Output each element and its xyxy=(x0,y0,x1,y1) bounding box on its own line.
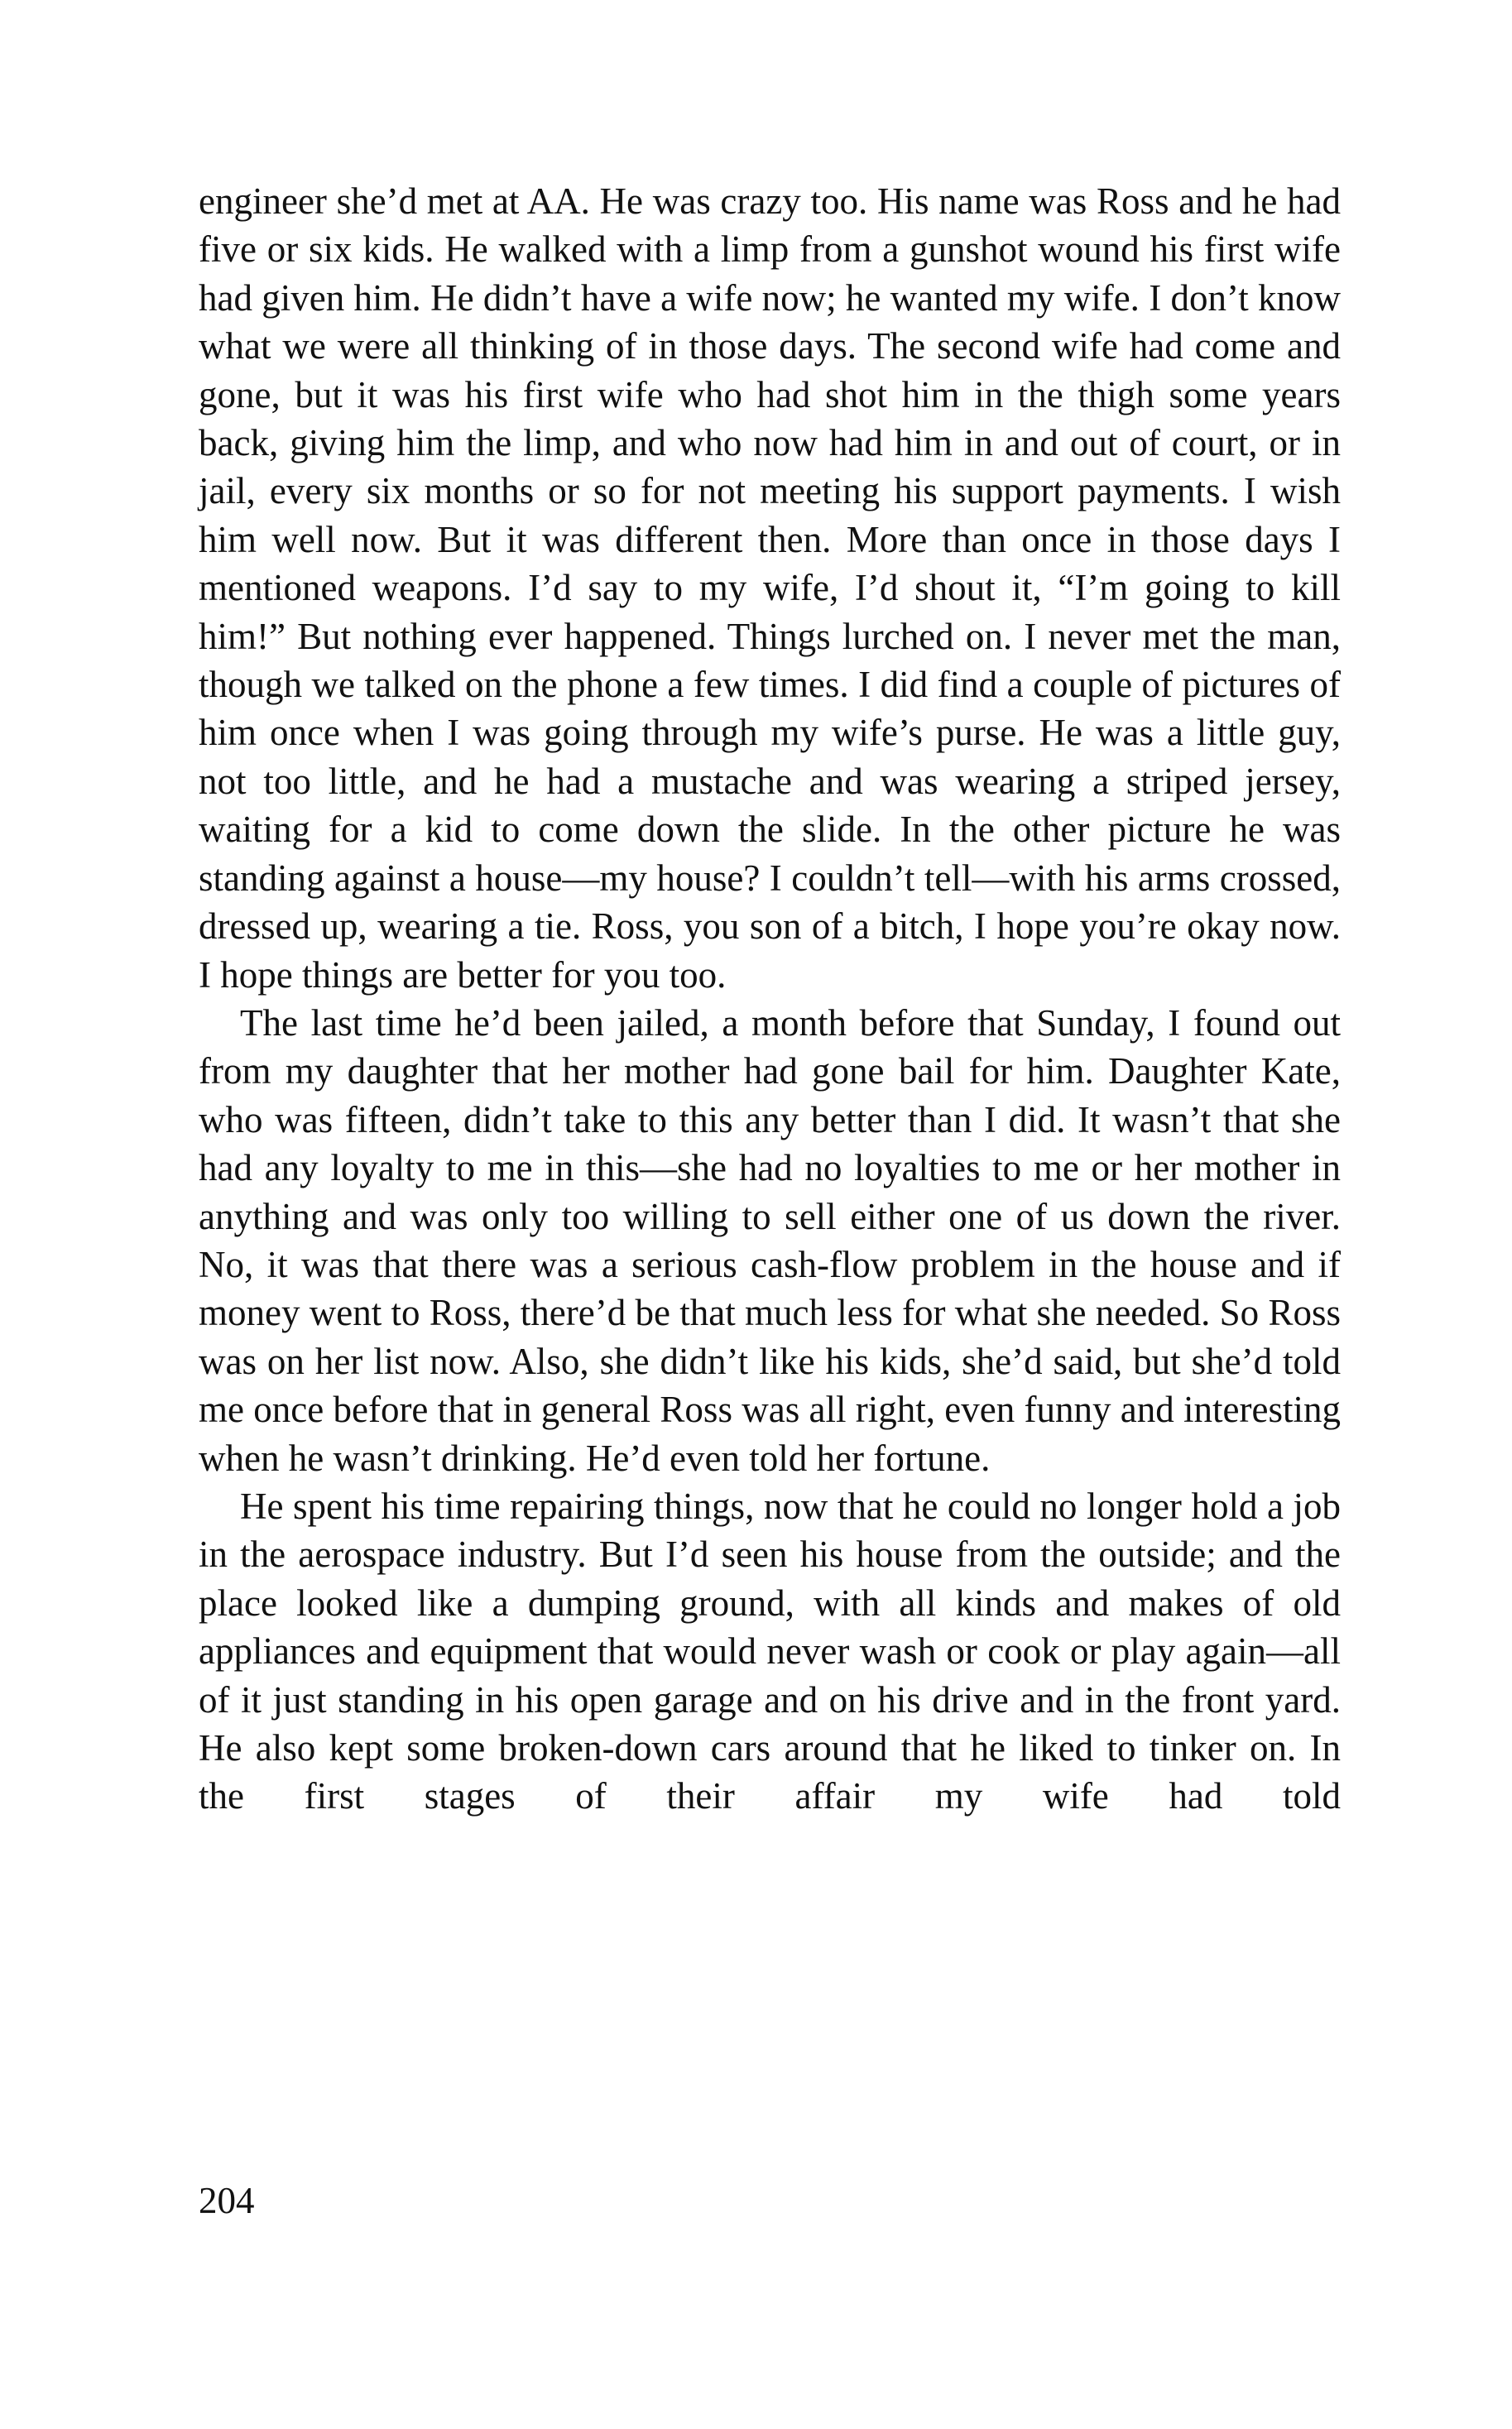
body-text xyxy=(199,177,1341,1821)
paragraph-3: He spent his time repairing things, now that he could no longer hold a job in the aerospace industry. But I’d seen his house from the outside; and the place looked like a dumping ground, with all kinds and makes of old appliances and equipment that would never wash or cook or play again—all of it just standing in his open garage and on his drive and in the front yard. He also kept some broken-down cars around that he liked to tinker on. In the first stages of their affair my wife had told xyxy=(199,1485,1341,1817)
paragraph-1: engineer she’d met at AA. He was crazy too. His name was Ross and he had five or six kids. He walked with a limp from a gunshot wound his first wife had given him. He didn’t have a wife now; he wanted my wife. I don’t know what we were all thinking of in those days. The second wife had come and gone, but it was his first wife who had shot him in the thigh some years back, giving him the limp, and who now had him in and out of court, or in jail, every six months or so for not meeting his support payments. I wish him well now. But it was different then. More than once in those days I mentioned weapons. I’d say to my wife, I’d shout it, “I’m going to kill him!” But nothing ever happened. Things lurched on. I never met the man, though we talked on the phone a few times. I did find a couple of pictures of him once when I was going through my wife’s purse. He was a little guy, not too little, and he had a mustache and was wearing a striped jersey, waiting for a kid to come down the slide. In the other picture he was standing against a house—my house? I couldn’t tell—with his arms crossed, dressed up, wearing a tie. Ross, you son of a bitch, I hope you’re okay now. I hope things are better for you too. xyxy=(199,180,1341,996)
page-number: 204 xyxy=(199,2180,255,2221)
paragraph-2: The last time he’d been jailed, a month before that Sunday, I found out from my daughter that her mother had gone bail for him. Daughter Kate, who was fifteen, didn’t take to this any better than I did. It wasn’t that she had any loyalty to me in this—she had no loyalties to me or her mother in anything and was only too willing to sell either one of us down the river. No, it was that there was a serious cash-flow problem in the house and if money went to Ross, there’d be that much less for what she needed. So Ross was on her list now. Also, she didn’t like his kids, she’d said, but she’d told me once before that in general Ross was all right, even funny and interesting when he wasn’t drinking. He’d even told her fortune. xyxy=(199,1001,1341,1479)
